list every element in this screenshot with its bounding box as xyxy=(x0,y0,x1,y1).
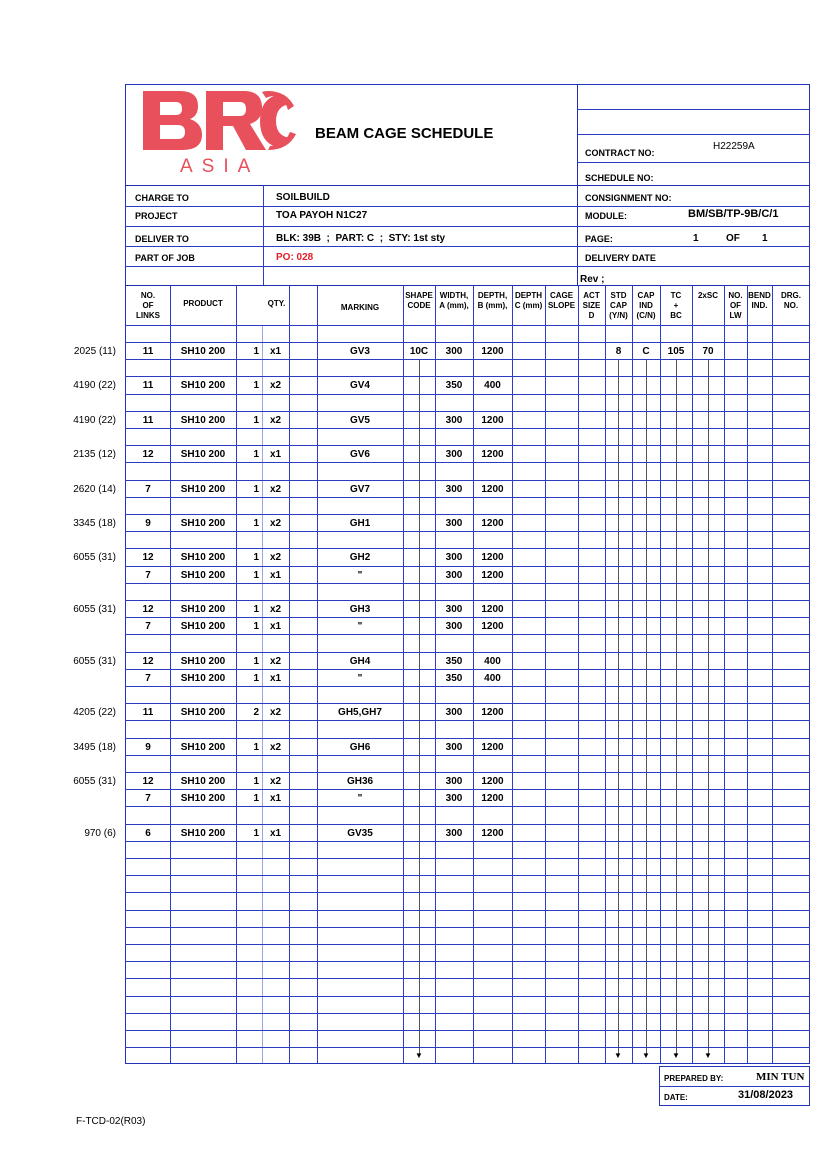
bar-length-note: 6055 (31) xyxy=(73,552,116,563)
cell-marking: GV4 xyxy=(349,380,370,391)
cell-width: 300 xyxy=(445,552,463,563)
row-line xyxy=(125,858,810,859)
bar-length-note: 3345 (18) xyxy=(73,518,116,529)
bar-length-note: 4190 (22) xyxy=(73,380,116,391)
cell-product: SH10 200 xyxy=(180,604,226,615)
cell-depth: 1200 xyxy=(481,449,504,460)
down-arrow-icon: ▼ xyxy=(614,1051,622,1060)
cell-std-cap: 8 xyxy=(615,346,622,357)
bar-length-note: 6055 (31) xyxy=(73,604,116,615)
down-arrow-icon: ▼ xyxy=(415,1051,423,1060)
date-label: DATE: xyxy=(664,1093,688,1102)
row-line xyxy=(125,394,810,395)
bar-length-note: 970 (6) xyxy=(84,828,116,839)
cell-depth: 1200 xyxy=(481,604,504,615)
row-line xyxy=(125,531,810,532)
cell-qty: 1 xyxy=(253,776,259,787)
col-header-marking: MARKING xyxy=(340,303,380,312)
page-total: 1 xyxy=(762,233,768,244)
pointer-line xyxy=(708,360,709,1055)
row-line xyxy=(125,428,810,429)
cell-mult: x2 xyxy=(270,552,282,563)
cell-marking: " xyxy=(357,621,363,632)
cell-depth: 1200 xyxy=(481,707,504,718)
cell-width: 300 xyxy=(445,793,463,804)
cell-mult: x2 xyxy=(270,656,282,667)
col-header-act-size: ACT SIZE D xyxy=(582,291,601,320)
cell-width: 350 xyxy=(445,656,463,667)
column-line xyxy=(747,285,748,1063)
col-header-drg-no: DRG. NO. xyxy=(781,291,801,310)
row-line xyxy=(125,359,810,360)
cell-links: 12 xyxy=(142,776,154,787)
cell-qty: 2 xyxy=(253,707,259,718)
column-line xyxy=(660,285,661,1063)
row-line xyxy=(125,669,810,670)
page-number: 1 xyxy=(693,233,699,244)
deliver-label: DELIVER TO xyxy=(135,234,189,244)
cell-product: SH10 200 xyxy=(180,742,226,753)
row-line xyxy=(125,703,810,704)
cell-mult: x1 xyxy=(270,673,282,684)
hline xyxy=(125,246,810,247)
cell-links: 11 xyxy=(142,346,154,357)
row-line xyxy=(125,1013,810,1014)
column-line xyxy=(262,325,263,1063)
cell-links: 11 xyxy=(142,707,154,718)
document-title: BEAM CAGE SCHEDULE xyxy=(315,125,494,142)
cell-depth: 1200 xyxy=(481,346,504,357)
module-value: BM/SB/TP-9B/C/1 xyxy=(688,208,779,220)
cell-qty: 1 xyxy=(253,449,259,460)
cell-depth: 1200 xyxy=(481,484,504,495)
row-line xyxy=(125,806,810,807)
row-line xyxy=(125,566,810,567)
cell-marking: GV6 xyxy=(349,449,370,460)
pointer-line xyxy=(646,360,647,1055)
cell-marking: GV35 xyxy=(347,828,373,839)
row-line xyxy=(125,617,810,618)
charge-label: CHARGE TO xyxy=(135,193,189,203)
cell-cap-ind: C xyxy=(642,346,650,357)
contract-value: H22259A xyxy=(713,141,755,152)
cell-width: 300 xyxy=(445,742,463,753)
pointer-line xyxy=(618,360,619,1055)
row-line xyxy=(125,411,810,412)
cell-product: SH10 200 xyxy=(180,621,226,632)
column-line xyxy=(403,285,404,1063)
contract-label: CONTRACT NO: xyxy=(585,148,655,158)
row-line xyxy=(125,944,810,945)
row-line xyxy=(125,841,810,842)
cell-mult: x2 xyxy=(270,518,282,529)
row-line xyxy=(125,961,810,962)
part-of-job-label: PART OF JOB xyxy=(135,253,195,263)
down-arrow-icon: ▼ xyxy=(672,1051,680,1060)
cell-product: SH10 200 xyxy=(180,656,226,667)
down-arrow-icon: ▼ xyxy=(704,1051,712,1060)
row-line xyxy=(125,686,810,687)
col-header-product: PRODUCT xyxy=(183,299,223,308)
cell-qty: 1 xyxy=(253,742,259,753)
cell-width: 300 xyxy=(445,621,463,632)
cell-mult: x2 xyxy=(270,604,282,615)
cell-marking: " xyxy=(357,673,363,684)
column-line xyxy=(545,285,546,1063)
row-line xyxy=(125,652,810,653)
col-header-std-cap: STD CAP (Y/N) xyxy=(609,291,628,320)
cell-mult: x2 xyxy=(270,415,282,426)
col-header-tc-bc: TC + BC xyxy=(670,291,682,320)
cell-marking: GH3 xyxy=(349,604,371,615)
cell-qty: 1 xyxy=(253,621,259,632)
page-of: OF xyxy=(726,233,740,244)
project-value: TOA PAYOH N1C27 xyxy=(276,210,368,221)
cell-marking: GH36 xyxy=(346,776,374,787)
cell-depth: 1200 xyxy=(481,776,504,787)
cell-product: SH10 200 xyxy=(180,673,226,684)
column-line xyxy=(772,285,773,1063)
row-line xyxy=(125,480,810,481)
date-value: 31/08/2023 xyxy=(738,1089,794,1101)
delivery-date-label: DELIVERY DATE xyxy=(585,253,656,263)
cell-marking: GH6 xyxy=(349,742,371,753)
cell-mult: x2 xyxy=(270,707,282,718)
cell-product: SH10 200 xyxy=(180,707,226,718)
cell-depth: 400 xyxy=(484,656,501,667)
hline xyxy=(577,109,810,110)
cell-depth: 1200 xyxy=(481,828,504,839)
cell-qty: 1 xyxy=(253,656,259,667)
cell-qty: 1 xyxy=(253,552,259,563)
cell-qty: 1 xyxy=(253,828,259,839)
cell-depth: 1200 xyxy=(481,742,504,753)
cell-depth: 1200 xyxy=(481,518,504,529)
cell-links: 11 xyxy=(142,415,154,426)
bar-length-note: 2620 (14) xyxy=(73,484,116,495)
cell-marking: GV7 xyxy=(349,484,370,495)
row-line xyxy=(125,342,810,343)
row-line xyxy=(125,325,810,326)
col-header-shape-code: SHAPE CODE xyxy=(405,291,433,310)
module-label: MODULE: xyxy=(585,211,627,221)
cell-width: 300 xyxy=(445,518,463,529)
cell-qty: 1 xyxy=(253,346,259,357)
hline xyxy=(125,285,810,286)
row-line xyxy=(125,600,810,601)
hline xyxy=(577,134,810,135)
cell-marking: GH1 xyxy=(349,518,371,529)
vline xyxy=(263,185,264,285)
bar-length-note: 6055 (31) xyxy=(73,776,116,787)
row-line xyxy=(125,772,810,773)
cell-product: SH10 200 xyxy=(180,570,226,581)
pointer-line xyxy=(676,360,677,1055)
cell-product: SH10 200 xyxy=(180,828,226,839)
hline xyxy=(125,206,810,207)
logo-sub-text: ASIA xyxy=(180,156,260,177)
cell-marking: " xyxy=(357,570,363,581)
bar-length-note: 4205 (22) xyxy=(73,707,116,718)
cell-mult: x2 xyxy=(270,742,282,753)
cell-marking: GH4 xyxy=(349,656,371,667)
cell-links: 7 xyxy=(145,673,151,684)
cell-depth: 1200 xyxy=(481,621,504,632)
col-header-depth-b: DEPTH, B (mm), xyxy=(477,291,508,310)
cell-width: 350 xyxy=(445,380,463,391)
row-line xyxy=(125,514,810,515)
row-line xyxy=(125,720,810,721)
cell-links: 12 xyxy=(142,656,154,667)
form-code: F-TCD-02(R03) xyxy=(76,1116,146,1127)
cell-depth: 1200 xyxy=(481,552,504,563)
bar-length-note: 3495 (18) xyxy=(73,742,116,753)
col-header-qty: QTY. xyxy=(267,299,286,308)
cell-depth: 1200 xyxy=(481,570,504,581)
col-header-2xsc: 2xSC xyxy=(697,291,718,300)
row-line xyxy=(125,497,810,498)
row-line xyxy=(125,1047,810,1048)
row-line xyxy=(125,789,810,790)
cell-width: 350 xyxy=(445,673,463,684)
col-header-width: WIDTH, A (mm), xyxy=(439,291,469,310)
cell-links: 12 xyxy=(142,449,154,460)
row-line xyxy=(125,978,810,979)
cell-width: 300 xyxy=(445,570,463,581)
cell-product: SH10 200 xyxy=(180,518,226,529)
cell-width: 300 xyxy=(445,776,463,787)
down-arrow-icon: ▼ xyxy=(642,1051,650,1060)
hline xyxy=(125,185,810,186)
col-header-no-lw: NO. OF LW xyxy=(728,291,743,320)
cell-qty: 1 xyxy=(253,604,259,615)
cell-mult: x1 xyxy=(270,621,282,632)
cell-marking: GV5 xyxy=(349,415,370,426)
col-header-no-links: NO. OF LINKS xyxy=(136,291,160,320)
hline xyxy=(125,266,810,267)
cell-width: 300 xyxy=(445,707,463,718)
cell-width: 300 xyxy=(445,828,463,839)
column-line xyxy=(512,285,513,1063)
bar-length-note: 4190 (22) xyxy=(73,415,116,426)
cell-tc-bc: 105 xyxy=(667,346,685,357)
cell-mult: x1 xyxy=(270,346,282,357)
hline xyxy=(577,162,810,163)
hline xyxy=(125,226,810,227)
cell-depth: 1200 xyxy=(481,793,504,804)
row-line xyxy=(125,824,810,825)
rev-label: Rev ; xyxy=(580,274,605,285)
cell-product: SH10 200 xyxy=(180,346,226,357)
cell-depth: 400 xyxy=(484,380,501,391)
cell-qty: 1 xyxy=(253,484,259,495)
row-line xyxy=(125,548,810,549)
cell-mult: x1 xyxy=(270,570,282,581)
column-line xyxy=(724,285,725,1063)
row-line xyxy=(125,583,810,584)
row-line xyxy=(125,927,810,928)
cell-qty: 1 xyxy=(253,518,259,529)
cell-marking: " xyxy=(357,793,363,804)
col-header-cage-slope: CAGE SLOPE xyxy=(547,291,576,310)
cell-width: 300 xyxy=(445,415,463,426)
row-line xyxy=(125,376,810,377)
prepared-value: MIN TUN xyxy=(756,1071,805,1083)
bar-length-note: 6055 (31) xyxy=(73,656,116,667)
cell-links: 9 xyxy=(145,518,151,529)
cell-qty: 1 xyxy=(253,380,259,391)
cell-product: SH10 200 xyxy=(180,552,226,563)
row-line xyxy=(125,738,810,739)
bar-length-note: 2135 (12) xyxy=(73,449,116,460)
cell-product: SH10 200 xyxy=(180,484,226,495)
row-line xyxy=(125,875,810,876)
cell-mult: x1 xyxy=(270,828,282,839)
part-of-job-value: PO: 028 xyxy=(276,252,314,263)
cell-shape: 10C xyxy=(409,346,429,357)
cell-mult: x2 xyxy=(270,776,282,787)
cell-mult: x1 xyxy=(270,449,282,460)
row-line xyxy=(125,892,810,893)
cell-qty: 1 xyxy=(253,415,259,426)
col-header-cap-ind: CAP IND (C/N) xyxy=(636,291,656,320)
cell-links: 9 xyxy=(145,742,151,753)
column-line xyxy=(692,285,693,1063)
row-line xyxy=(125,755,810,756)
cell-product: SH10 200 xyxy=(180,776,226,787)
cell-links: 11 xyxy=(142,380,154,391)
charge-value: SOILBUILD xyxy=(276,192,330,203)
cell-depth: 400 xyxy=(484,673,501,684)
cell-links: 6 xyxy=(145,828,151,839)
row-line xyxy=(125,634,810,635)
cell-links: 7 xyxy=(145,484,151,495)
row-line xyxy=(125,910,810,911)
deliver-value: BLK: 39B ; PART: C ; STY: 1st sty xyxy=(276,233,446,244)
cell-product: SH10 200 xyxy=(180,380,226,391)
cell-marking: GH2 xyxy=(349,552,371,563)
page-label: PAGE: xyxy=(585,234,613,244)
schedule-label: SCHEDULE NO: xyxy=(585,173,654,183)
cell-mult: x1 xyxy=(270,793,282,804)
project-label: PROJECT xyxy=(135,211,178,221)
cell-links: 7 xyxy=(145,570,151,581)
cell-width: 300 xyxy=(445,484,463,495)
cell-marking: GV3 xyxy=(349,346,370,357)
cell-qty: 1 xyxy=(253,570,259,581)
column-line xyxy=(605,285,606,1063)
row-line xyxy=(125,996,810,997)
cell-width: 300 xyxy=(445,346,463,357)
hline xyxy=(659,1086,810,1087)
cell-width: 300 xyxy=(445,449,463,460)
cell-product: SH10 200 xyxy=(180,449,226,460)
cell-mult: x2 xyxy=(270,484,282,495)
cell-marking: GH5,GH7 xyxy=(338,707,382,718)
column-line xyxy=(632,285,633,1063)
cell-width: 300 xyxy=(445,604,463,615)
row-line xyxy=(125,445,810,446)
column-line xyxy=(578,285,579,1063)
col-header-bend-ind: BEND IND. xyxy=(748,291,771,310)
cell-depth: 1200 xyxy=(481,415,504,426)
row-line xyxy=(125,1030,810,1031)
cell-qty: 1 xyxy=(253,793,259,804)
cell-product: SH10 200 xyxy=(180,415,226,426)
col-header-depth-c: DEPTH C (mm) xyxy=(514,291,543,310)
cell-product: SH10 200 xyxy=(180,793,226,804)
cell-links: 12 xyxy=(142,604,154,615)
cell-links: 7 xyxy=(145,621,151,632)
cell-mult: x2 xyxy=(270,380,282,391)
pointer-line xyxy=(419,360,420,1055)
cell-links: 7 xyxy=(145,793,151,804)
cell-qty: 1 xyxy=(253,673,259,684)
prepared-label: PREPARED BY: xyxy=(664,1074,724,1083)
row-line xyxy=(125,462,810,463)
bar-length-note: 2025 (11) xyxy=(73,346,116,357)
cell-two-sc: 70 xyxy=(702,346,714,357)
consignment-label: CONSIGNMENT NO: xyxy=(585,193,672,203)
cell-links: 12 xyxy=(142,552,154,563)
